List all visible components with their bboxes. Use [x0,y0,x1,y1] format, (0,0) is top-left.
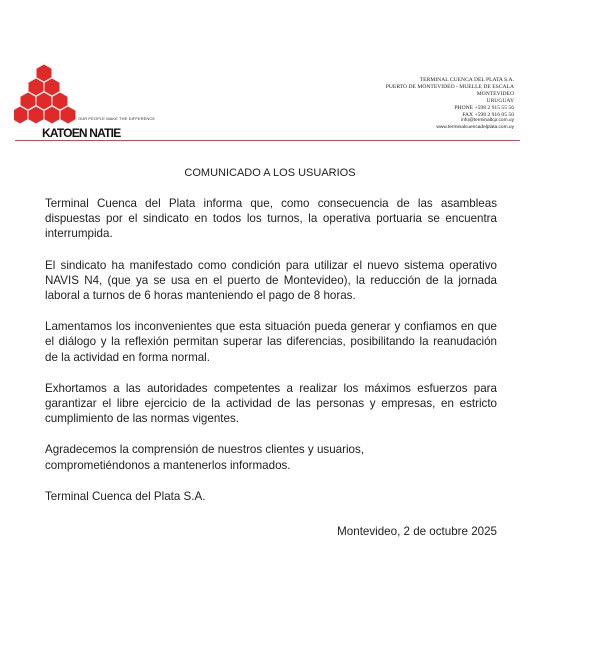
paragraph: Lamentamos los inconvenientes que esta situación pueda generar y confiamos en que el diálogo y la reflexión permitan superar las diferencias, posibilitando la reanudación de la actividad en forma normal. [45,320,497,364]
address-fax: FAX +598 2 916 05 50 [462,111,514,118]
closing-paragraph [45,442,497,472]
katoen-natie-logo-icon [14,62,94,132]
logo-tagline: OUR PEOPLE MAKE THE DIFFERENCE [78,116,156,121]
hexagon-icon [28,106,44,124]
letterhead-address [386,77,514,132]
address-email[interactable]: info@terminaltcp.com.uy [461,118,514,124]
address-phone: PHONE +598 2 915 55 56 [454,104,514,111]
paragraph: El sindicato ha manifestado como condición para utilizar el nuevo sistema operativo NAVIS N4, (que ya se usa en el puerto de Montevideo), la reducción de la jornada laboral a turnos de 6 horas manteniendo el pago de 8 horas. [45,258,497,303]
address-city: MONTEVIDEO [476,90,514,97]
place-date: Montevideo, 2 de octubre 2025 [337,525,497,538]
address-company: TERMINAL CUENCA DEL PLATA S.A. [419,77,514,83]
header-divider [15,140,520,141]
closing-line: comprometiéndonos a mantenerlos informados. [45,458,291,472]
address-country: URUGUAY [486,97,514,104]
document-body [45,196,497,520]
document-title: COMUNICADO A LOS USUARIOS [184,167,356,179]
paragraph: Exhortamos a las autoridades competentes a realizar los máximos esfuerzos para garantizar el libre ejercicio de la actividad de las personas y empresas, en estricto cumplimiento de las normas vigentes. [45,381,497,426]
paragraph: Terminal Cuenca del Plata informa que, como consecuencia de las asambleas dispuestas por el sindicato en todos los turnos, la operativa portuaria se encuentra interrumpida. [45,197,497,241]
address-port: PUERTO DE MONTEVIDEO - MUELLE DE ESCALA [385,83,514,90]
brand-name: KATOEN NATIE [42,126,121,140]
hexagon-icon [44,106,60,124]
hexagon-icon [60,106,76,124]
address-website[interactable]: www.terminalcuencadelplata.com.uy [436,125,514,131]
closing-line: Agradecemos la comprensión de nuestros clientes y usuarios, [45,443,364,457]
signature: Terminal Cuenca del Plata S.A. [45,489,206,503]
